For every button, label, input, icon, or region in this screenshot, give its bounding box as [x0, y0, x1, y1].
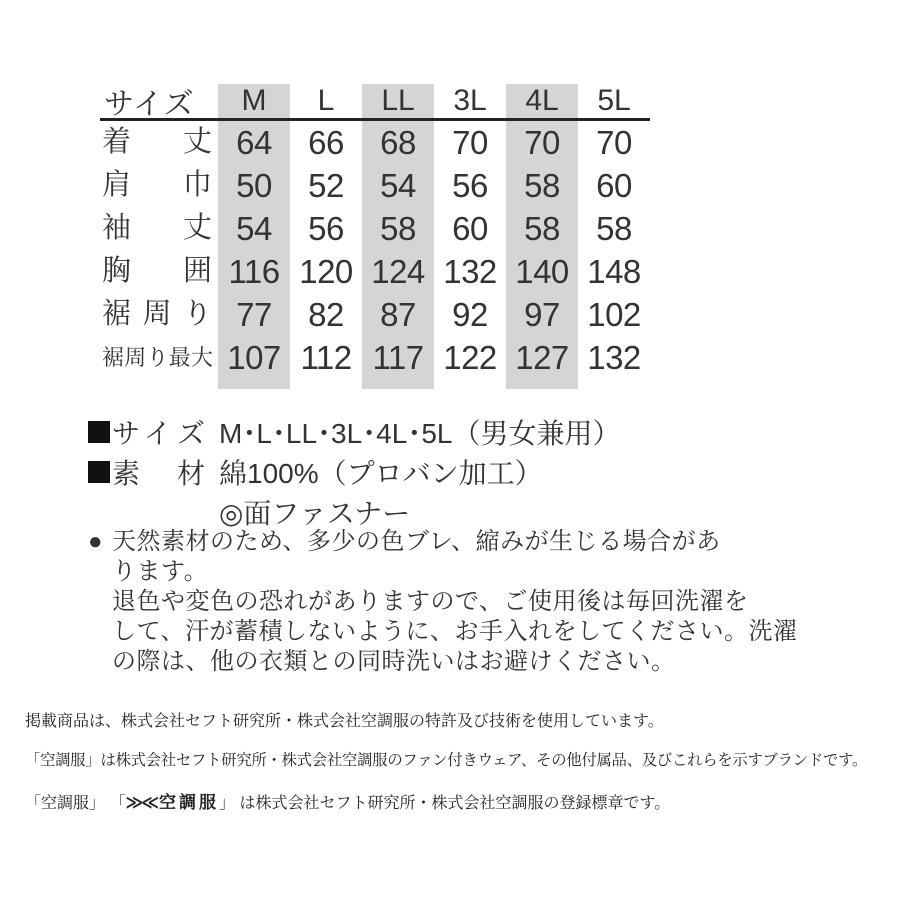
value-cell: 70 [596, 123, 632, 161]
stripe-filler [434, 379, 506, 389]
value-cell: 132 [443, 252, 497, 290]
value-cell: 66 [308, 123, 344, 161]
table-header-m: M [218, 84, 290, 121]
value-cell: 148 [587, 252, 641, 290]
value-cell: 82 [308, 295, 344, 333]
value-cell: 60 [452, 209, 488, 247]
value-cell: 140 [506, 250, 578, 293]
row-label-chest: 胸 囲 [102, 255, 212, 287]
value-cell: 116 [218, 250, 290, 293]
value-cell: 70 [452, 123, 488, 161]
value-cell: 68 [362, 121, 434, 164]
value-cell: 92 [452, 295, 488, 333]
value-cell: 58 [506, 207, 578, 250]
table-header-l: L [290, 84, 362, 121]
value-cell: 122 [443, 338, 497, 376]
black-square-icon [88, 421, 110, 443]
value-cell: 124 [362, 250, 434, 293]
row-label-hem: 裾周り [102, 298, 212, 330]
spec-fastener-value: ◎面ファスナー [219, 498, 411, 529]
row-label-body-length: 着 丈 [102, 126, 212, 158]
value-cell: 102 [587, 295, 641, 333]
value-cell: 60 [596, 166, 632, 204]
legal-line-trademark [25, 788, 867, 812]
table-header-5l: 5L [578, 84, 650, 121]
spacer [88, 501, 110, 523]
legal-line-brand: 「空調服」は株式会社セフト研究所・株式会社空調服のファン付きウェア、その他付属品、及びこれらを示すブランドです。 [25, 752, 868, 769]
spec-row-material [88, 452, 620, 492]
value-cell: 112 [300, 338, 352, 376]
bullet-dot-icon: ● [88, 528, 103, 555]
table-header-3l: 3L [434, 84, 506, 121]
value-cell: 97 [506, 293, 578, 336]
value-cell: 117 [362, 336, 434, 379]
value-cell: 56 [308, 209, 344, 247]
value-cell: 58 [506, 164, 578, 207]
value-cell: 132 [587, 338, 641, 376]
trademark-prefix: 「空調服」 「 [25, 795, 126, 812]
black-square-icon [88, 461, 110, 483]
value-cell: 64 [218, 121, 290, 164]
size-table [100, 84, 650, 389]
stripe-filler [218, 379, 290, 389]
value-cell: 120 [299, 252, 353, 290]
value-cell: 50 [218, 164, 290, 207]
row-label-hem-max: 裾周り最大 [102, 345, 212, 370]
value-cell: 54 [362, 164, 434, 207]
care-note-text: 天然素材のため、多少の色ブレ、縮みが生じる場合があります。 [112, 528, 721, 585]
spec-size-label: サイズ [112, 418, 205, 449]
kuchofuku-logo-icon: ≫≪ [125, 793, 158, 812]
value-cell: 87 [362, 293, 434, 336]
trademark-suffix: 」 は株式会社セフト研究所・株式会社空調服の登録標章です。 [219, 795, 671, 812]
value-cell: 70 [506, 121, 578, 164]
kuchofuku-logo-text: 空調服 [159, 793, 220, 812]
spec-section [88, 412, 620, 532]
care-note [88, 527, 798, 677]
spec-material-label: 素 材 [112, 458, 205, 489]
value-cell: 58 [362, 207, 434, 250]
value-cell: 77 [218, 293, 290, 336]
value-cell: 56 [452, 166, 488, 204]
spec-row-size [88, 412, 620, 452]
stripe-filler [578, 379, 650, 389]
stripe-filler [100, 379, 218, 389]
stripe-filler [362, 379, 434, 389]
stripe-filler [290, 379, 362, 389]
spec-material-value: 綿100%（プロバン加工） [219, 458, 543, 489]
legal-footer [25, 708, 867, 828]
value-cell: 107 [218, 336, 290, 379]
value-cell: 127 [506, 336, 578, 379]
care-note-line: の際は、他の衣類との同時洗いはお避けください。 [112, 648, 676, 675]
table-header-size: サイズ [100, 84, 218, 121]
spec-size-value: M･L･LL･3L･4L･5L（男女兼用） [219, 418, 621, 449]
value-cell: 58 [596, 209, 632, 247]
care-note-line: して、汗が蓄積しないように、お手入れをしてください。洗濯 [112, 618, 798, 645]
care-note-line: 退色や変色の恐れがありますので、ご使用後は毎回洗濯を [112, 588, 749, 615]
care-note-line [88, 527, 728, 587]
spec-row-fastener [88, 492, 620, 532]
row-label-shoulder-width: 肩 巾 [102, 169, 212, 201]
value-cell: 52 [308, 166, 344, 204]
table-header-ll: LL [362, 84, 434, 121]
table-header-4l: 4L [506, 84, 578, 121]
stripe-filler [506, 379, 578, 389]
row-label-sleeve-length: 袖 丈 [102, 212, 212, 244]
value-cell: 54 [218, 207, 290, 250]
legal-line-patent: 掲載商品は、株式会社セフト研究所・株式会社空調服の特許及び技術を使用しています。 [25, 713, 664, 730]
